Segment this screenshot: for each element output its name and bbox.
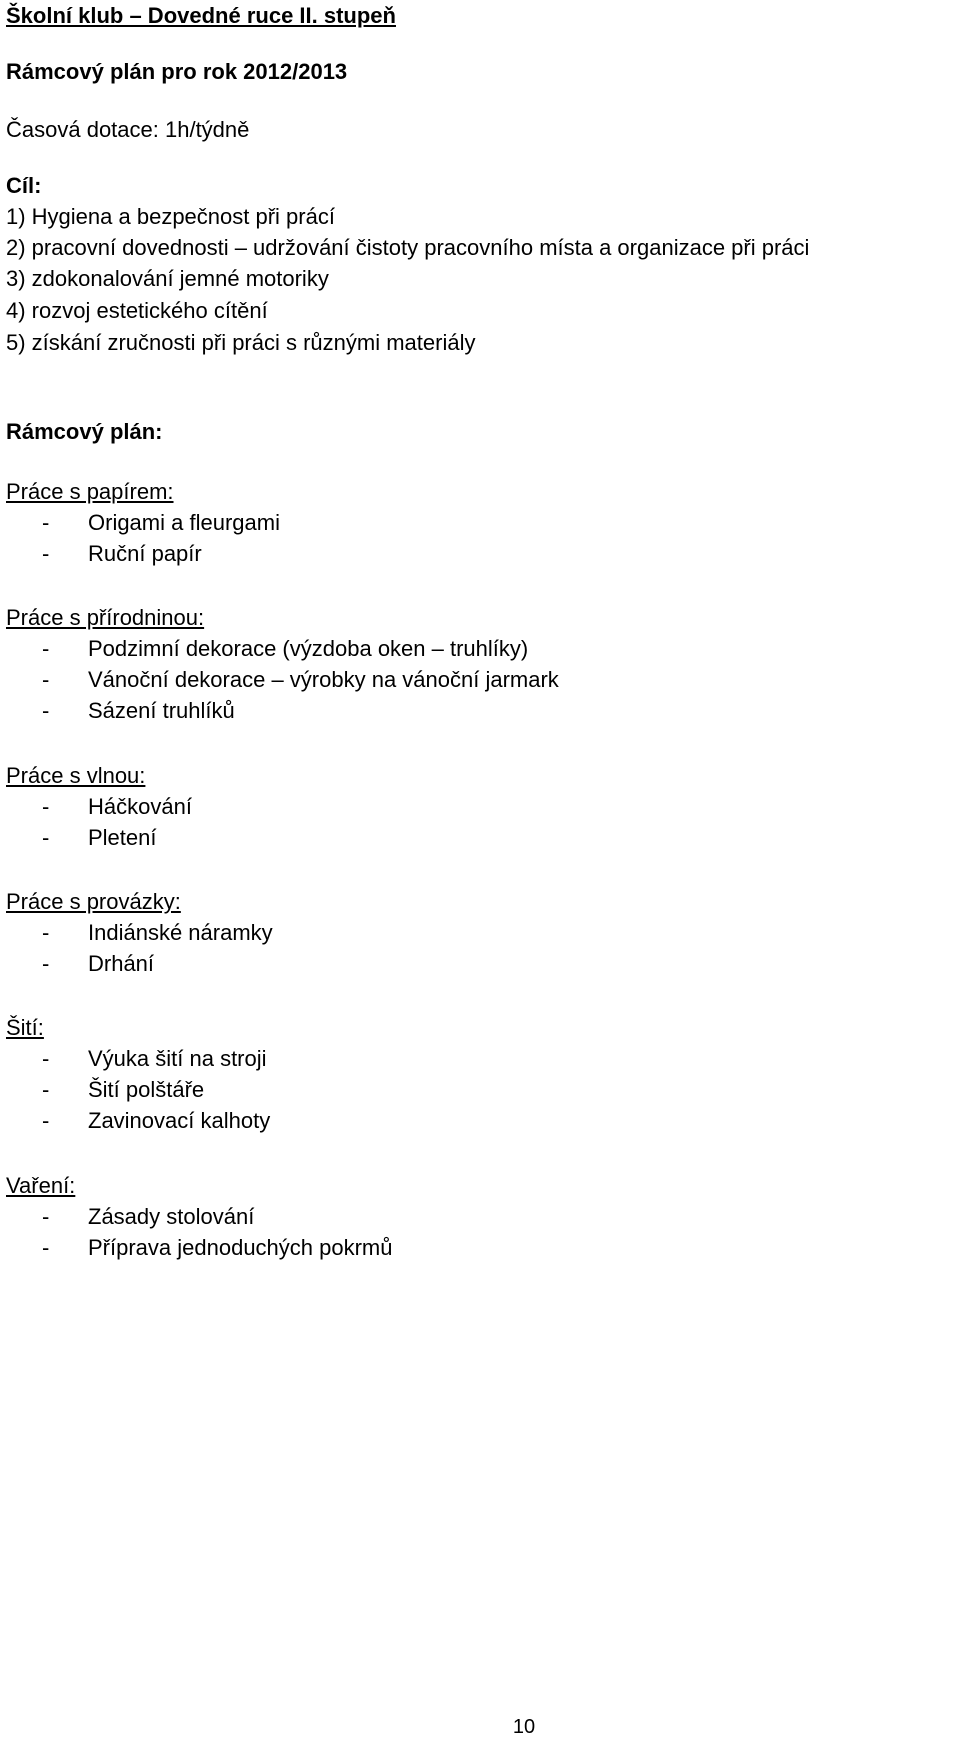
list-item (42, 824, 157, 852)
list-item-text: Podzimní dekorace (výzdoba oken – truhlíky) (88, 636, 529, 661)
goal-item: 1) Hygiena a bezpečnost při prácí (6, 204, 335, 229)
list-item-text: Vánoční dekorace – výrobky na vánoční jarmark (88, 667, 559, 692)
goal-item: 4) rozvoj estetického cítění (6, 298, 268, 323)
list-item-text: Drhání (88, 951, 155, 976)
section-title-strings: Práce s provázky: (6, 889, 181, 914)
goals-heading: Cíl: (6, 173, 42, 198)
section-title-wool: Práce s vlnou: (6, 763, 146, 788)
list-bullet: - (42, 1046, 50, 1071)
list-bullet: - (42, 951, 50, 976)
goal-item: 2) pracovní dovednosti – udržování čistoty pracovního místa a organizace při práci (6, 235, 810, 260)
section-title-cooking: Vaření: (6, 1173, 76, 1198)
list-item (42, 1234, 393, 1262)
list-bullet: - (42, 920, 50, 945)
list-item (42, 635, 528, 663)
list-item-text: Sázení truhlíků (88, 698, 235, 723)
plan-heading: Rámcový plán: (6, 419, 163, 444)
goal-item: 5) získání zručnosti při práci s různými materiály (6, 330, 476, 355)
list-item-text: Ruční papír (88, 541, 202, 566)
list-item (42, 1107, 270, 1135)
list-bullet: - (42, 1204, 50, 1229)
time-allocation: Časová dotace: 1h/týdně (6, 117, 250, 142)
list-bullet: - (42, 510, 50, 535)
list-item (42, 666, 559, 694)
list-bullet: - (42, 667, 50, 692)
list-item-text: Pletení (88, 825, 157, 850)
list-bullet: - (42, 636, 50, 661)
list-item (42, 509, 280, 537)
list-item-text: Origami a fleurgami (88, 510, 280, 535)
section-title-paper: Práce s papírem: (6, 479, 174, 504)
goal-item: 3) zdokonalování jemné motoriky (6, 266, 329, 291)
page-title: Školní klub – Dovedné ruce II. stupeň (6, 3, 396, 28)
list-item (42, 540, 202, 568)
list-item (42, 1203, 254, 1231)
list-item (42, 1045, 267, 1073)
list-item (42, 919, 273, 947)
list-item (42, 697, 235, 725)
list-bullet: - (42, 825, 50, 850)
list-bullet: - (42, 794, 50, 819)
list-item (42, 950, 154, 978)
page-number: 10 (512, 1716, 536, 1738)
list-item-text: Indiánské náramky (88, 920, 273, 945)
list-item-text: Háčkování (88, 794, 192, 819)
list-item-text: Šití polštáře (88, 1077, 205, 1102)
list-item-text: Zásady stolování (88, 1204, 255, 1229)
plan-year-heading: Rámcový plán pro rok 2012/2013 (6, 59, 348, 84)
section-title-nature: Práce s přírodninou: (6, 605, 205, 630)
list-item (42, 793, 192, 821)
list-bullet: - (42, 1108, 50, 1133)
page-number-container (0, 1715, 960, 1739)
list-item-text: Zavinovací kalhoty (88, 1108, 271, 1133)
list-bullet: - (42, 698, 50, 723)
list-item-text: Výuka šití na stroji (88, 1046, 267, 1071)
list-item (42, 1076, 204, 1104)
list-item-text: Příprava jednoduchých pokrmů (88, 1235, 393, 1260)
list-bullet: - (42, 1077, 50, 1102)
section-title-sewing: Šití: (6, 1015, 44, 1040)
list-bullet: - (42, 541, 50, 566)
list-bullet: - (42, 1235, 50, 1260)
